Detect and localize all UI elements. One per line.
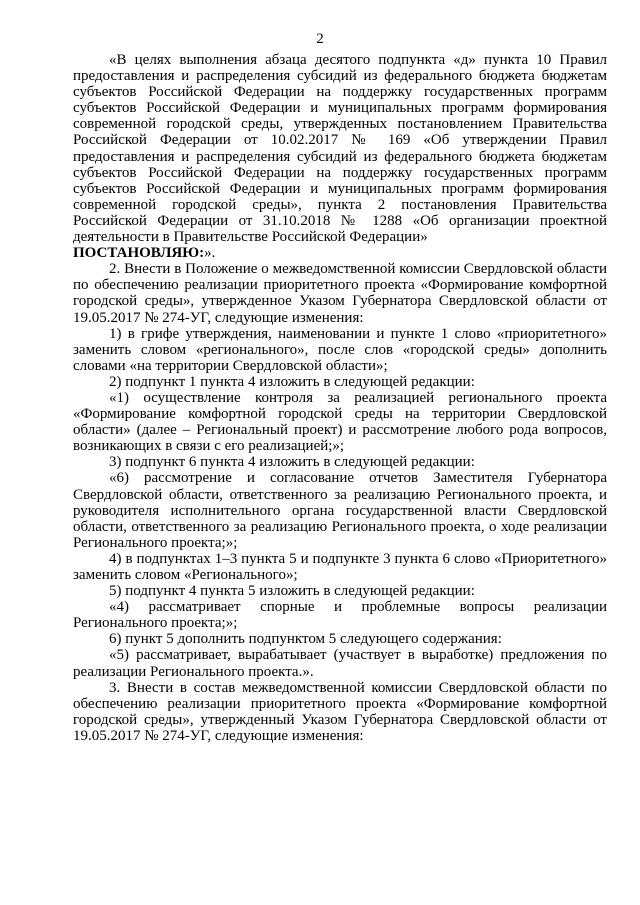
paragraph-subitem-4: 4) в подпунктах 1–3 пункта 5 и подпункте 3 пункта 6 слово «Приоритетного» заменить словом «Регионального»; <box>73 550 607 583</box>
paragraph-quote-6: «6) рассмотрение и согласование отчетов Заместителя Губернатора Свердловской области, ответственного за реализацию Регионального проекта, и руководителя исполнительного органа государственной власти Свердловской области, ответственного за реализацию Регионального проекта, о ходе реализации Регионального проекта;»; <box>73 470 607 551</box>
page-number: 2 <box>316 31 324 47</box>
paragraph-item-2: 2. Внести в Положение о межведомственной комиссии Свердловской области по обеспечению реализации приоритетного проекта «Формирование комфортной городской среды», утвержденное Указом Губернатора Свердловской области от 19.05.2017 № 274-УГ, следующие изменения: <box>73 261 607 326</box>
resolution-tail: ». <box>204 245 216 262</box>
paragraph-subitem-3: 3) подпункт 6 пункта 4 изложить в следующей редакции: <box>109 454 475 471</box>
paragraph-subitem-2: 2) подпункт 1 пункта 4 изложить в следующей редакции: <box>109 373 475 390</box>
paragraph-subitem-1: 1) в грифе утверждения, наименовании и пункте 1 слово «приоритетного» заменить словом «регионального», после слов «городской среды» дополнить словами «на территории Свердловской области»; <box>73 325 607 374</box>
paragraph-item-3: 3. Внести в состав межведомственной комиссии Свердловской области по обеспечению реализации приоритетного проекта «Формирование комфортной городской среды», утвержденный Указом Губернатора Свердловской области от 19.05.2017 № 274-УГ, следующие изменения: <box>73 679 607 744</box>
paragraph-quote-4: «4) рассматривает спорные и проблемные вопросы реализации Регионального проекта;»; <box>73 599 607 632</box>
resolution-word: ПОСТАНОВЛЯЮ: <box>73 245 205 262</box>
paragraph-preamble: «В целях выполнения абзаца десятого подпункта «д» пункта 10 Правил предоставления и распределения субсидий из федерального бюджета бюджетам субъектов Российской Федерации на поддержку государственных программ субъектов Российской Федерации и муниципальных программ формирования современной городской среды, утвержденных постановлением Правительства Российской Федерации от 10.02.2017 № 169 «Об утверждении Правил предоставления и распределения субсидий из федерального бюджета бюджетам субъектов Российской Федерации на поддержку государственных программ субъектов Российской Федерации и муниципальных программ формирования современной городской среды», пункта 2 постановления Правительства Российской Федерации от 31.10.2018 № 1288 «Об организации проектной деятельности в Правительстве Российской Федерации» <box>73 52 607 246</box>
paragraph-quote-5: «5) рассматривает, вырабатывает (участвует в выработке) предложения по реализации Регионального проекта.». <box>73 647 607 680</box>
paragraph-quote-1: «1) осуществление контроля за реализацией регионального проекта «Формирование комфортной городской среды на территории Свердловской области» (далее – Региональный проект) и рассмотрение любого рода вопросов, возникающих в связи с его реализацией;»; <box>73 389 607 455</box>
paragraph-subitem-6: 6) пункт 5 дополнить подпунктом 5 следующего содержания: <box>109 631 502 648</box>
resolution-line <box>73 245 607 261</box>
document-body <box>73 52 607 744</box>
paragraph-subitem-5: 5) подпункт 4 пункта 5 изложить в следующей редакции: <box>109 583 475 600</box>
